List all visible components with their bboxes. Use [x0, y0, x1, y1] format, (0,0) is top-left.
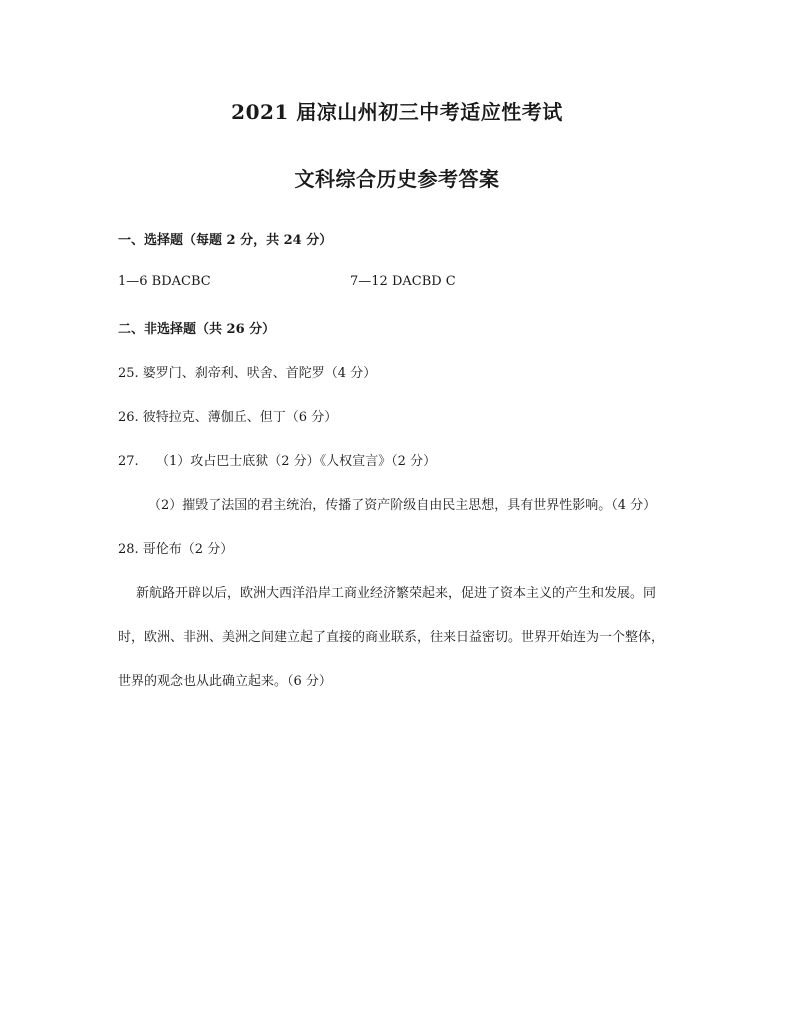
answer-q27-part1 [118, 450, 436, 469]
answer-q28-paragraph-line3: 世界的观念也从此确立起来。（6 分） [118, 674, 332, 689]
document-subtitle: 文科综合历史参考答案 [294, 167, 500, 191]
section-heading-multiple-choice: 一、选择题（每题 2 分，共 24 分） [118, 233, 333, 248]
mc-answers-1-6: 1—6 BDACBC [118, 274, 211, 289]
mc-answers-7-12: 7—12 DACBD C [350, 274, 456, 289]
answer-q26: 26. 彼特拉克、薄伽丘、但丁（6 分） [118, 410, 338, 425]
answer-q25: 25. 婆罗门、刹帝利、吠舍、首陀罗（4 分） [118, 366, 377, 381]
section-heading-non-choice: 二、非选择题（共 26 分） [118, 322, 276, 337]
answer-q27-part1-text: （1）攻占巴士底狱（2 分）《人权宣言》（2 分） [156, 454, 437, 469]
document-title: 2021 届凉山州初三中考适应性考试 [231, 100, 563, 124]
answer-q28: 28. 哥伦布（2 分） [118, 542, 234, 557]
answer-q28-paragraph-line1: 新航路开辟以后，欧洲大西洋沿岸工商业经济繁荣起来，促进了资本主义的产生和发展。同 [136, 586, 657, 601]
answer-q27-part2: （2）摧毁了法国的君主统治，传播了资产阶级自由民主思想，具有世界性影响。（4 分） [148, 498, 657, 513]
answer-q28-paragraph-line2: 时，欧洲、非洲、美洲之间建立起了直接的商业联系，往来日益密切。世界开始连为一个整体， [118, 630, 665, 645]
question-number-27: 27. [118, 454, 139, 469]
